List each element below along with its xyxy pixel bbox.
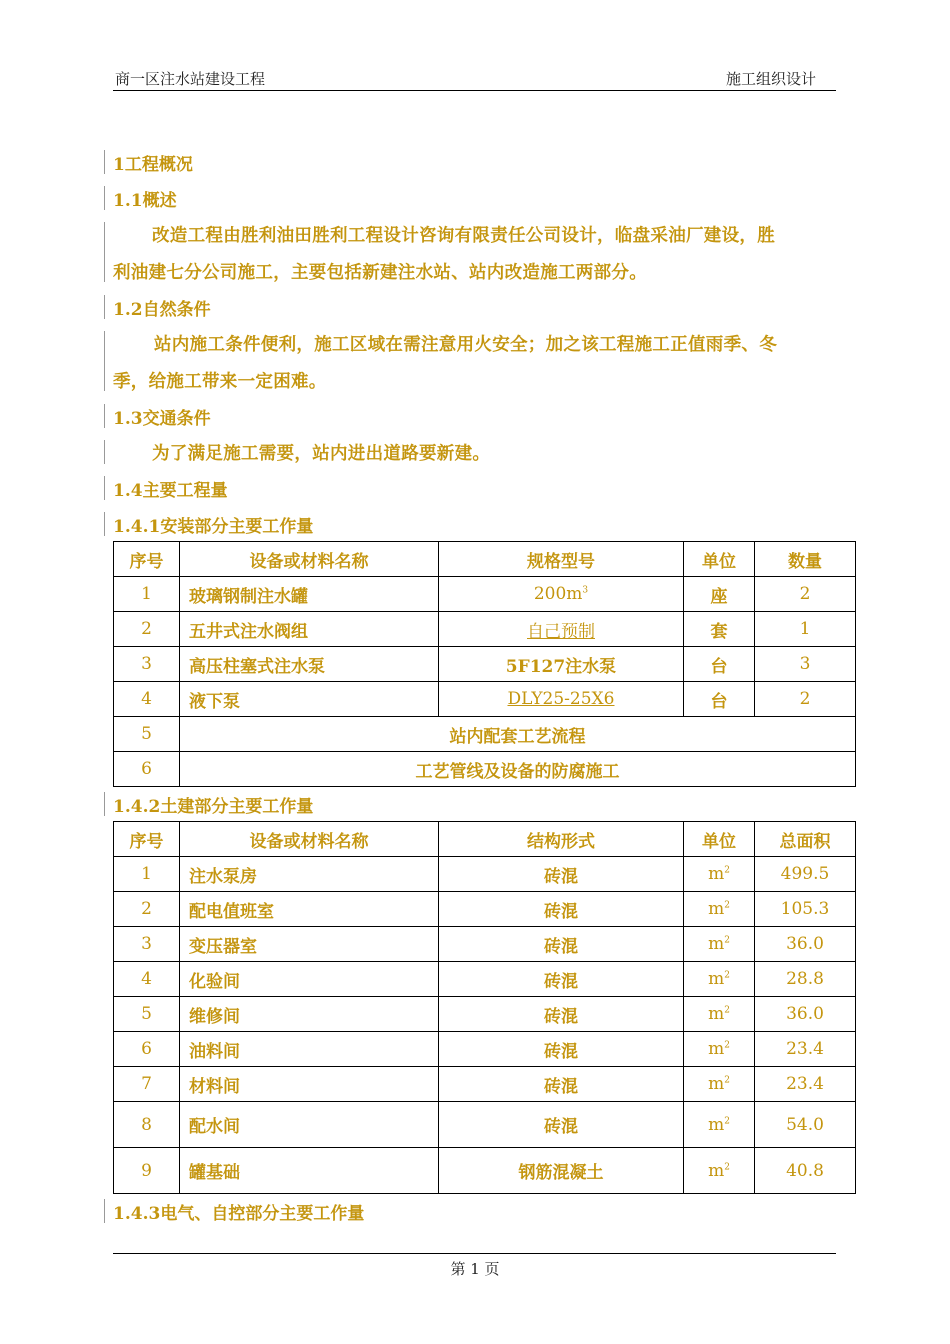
item-unit: 座 <box>684 577 755 612</box>
revision-mark <box>104 512 105 536</box>
civil-workload-table <box>113 821 856 1194</box>
row-number: 4 <box>114 682 180 717</box>
table-row <box>114 997 856 1032</box>
merged-item: 工艺管线及设备的防腐施工 <box>180 752 856 787</box>
row-number: 2 <box>114 892 180 927</box>
total-area: 54.0 <box>755 1102 856 1148</box>
row-number: 9 <box>114 1148 180 1194</box>
header-cell: 序号 <box>114 822 180 857</box>
unit-superscript: 2 <box>724 1040 730 1051</box>
merged-item: 站内配套工艺流程 <box>180 717 856 752</box>
unit-base: m <box>708 1114 725 1135</box>
structure-type: 钢筋混凝土 <box>439 1148 684 1194</box>
area-unit <box>684 927 755 962</box>
unit-superscript: 2 <box>724 865 730 876</box>
row-number: 1 <box>114 857 180 892</box>
table-row <box>114 892 856 927</box>
unit-superscript: 2 <box>724 970 730 981</box>
section-1-3-heading: 1.3交通条件 <box>113 409 211 429</box>
table-header-row <box>114 542 856 577</box>
structure-type: 砖混 <box>439 892 684 927</box>
row-number: 5 <box>114 717 180 752</box>
total-area: 23.4 <box>755 1067 856 1102</box>
structure-type: 砖混 <box>439 1102 684 1148</box>
building-name: 油料间 <box>180 1032 439 1067</box>
conditions-paragraph-line-2: 季，给施工带来一定困难。 <box>113 372 327 392</box>
item-quantity: 2 <box>755 682 856 717</box>
unit-superscript: 2 <box>724 900 730 911</box>
row-number: 3 <box>114 927 180 962</box>
structure-type: 砖混 <box>439 1032 684 1067</box>
revision-mark <box>104 792 105 816</box>
area-unit <box>684 892 755 927</box>
building-name: 罐基础 <box>180 1148 439 1194</box>
table-row <box>114 927 856 962</box>
section-1-heading: 1工程概况 <box>113 155 193 175</box>
row-number: 8 <box>114 1102 180 1148</box>
revision-mark <box>104 440 105 464</box>
header-cell: 数量 <box>755 542 856 577</box>
spec-superscript: 3 <box>582 585 589 596</box>
revision-mark <box>104 295 105 319</box>
conditions-paragraph-line-1: 站内施工条件便利，施工区域在需注意用火安全；加之该工程施工正值雨季、冬 <box>154 335 777 355</box>
unit-base: m <box>708 899 725 919</box>
area-unit <box>684 962 755 997</box>
item-quantity: 2 <box>755 577 856 612</box>
item-spec <box>439 577 684 612</box>
item-spec-link[interactable]: 自己预制 <box>439 612 684 647</box>
building-name: 变压器室 <box>180 927 439 962</box>
item-name: 液下泵 <box>180 682 439 717</box>
total-area: 36.0 <box>755 927 856 962</box>
unit-superscript: 2 <box>724 1115 730 1126</box>
section-1-1-heading: 1.1概述 <box>113 191 177 211</box>
item-name: 五井式注水阀组 <box>180 612 439 647</box>
revision-mark <box>104 186 105 210</box>
table-row <box>114 857 856 892</box>
revision-mark <box>104 1199 105 1223</box>
area-unit <box>684 1032 755 1067</box>
section-1-4-heading: 1.4主要工程量 <box>113 481 228 501</box>
unit-base: m <box>708 1160 725 1181</box>
revision-mark <box>104 476 105 500</box>
total-area: 105.3 <box>755 892 856 927</box>
total-area: 23.4 <box>755 1032 856 1067</box>
item-unit: 台 <box>684 647 755 682</box>
unit-superscript: 2 <box>724 1161 730 1172</box>
row-number: 3 <box>114 647 180 682</box>
item-spec: 5F127注水泵 <box>439 647 684 682</box>
table-row <box>114 1148 856 1194</box>
header-cell: 设备或材料名称 <box>180 822 439 857</box>
installation-workload-table <box>113 541 856 787</box>
row-number: 6 <box>114 752 180 787</box>
table-row <box>114 682 856 717</box>
page-number: 第 1 页 <box>450 1260 500 1278</box>
total-area: 28.8 <box>755 962 856 997</box>
row-number: 2 <box>114 612 180 647</box>
traffic-paragraph: 为了满足施工需要，站内进出道路要新建。 <box>152 444 491 464</box>
row-number: 6 <box>114 1032 180 1067</box>
area-unit <box>684 1067 755 1102</box>
table-row <box>114 962 856 997</box>
row-number: 1 <box>114 577 180 612</box>
building-name: 注水泵房 <box>180 857 439 892</box>
table-row <box>114 1102 856 1148</box>
item-quantity: 3 <box>755 647 856 682</box>
section-1-4-1-heading: 1.4.1安装部分主要工作量 <box>113 517 314 537</box>
unit-base: m <box>708 1004 725 1024</box>
header-cell: 设备或材料名称 <box>180 542 439 577</box>
structure-type: 砖混 <box>439 1067 684 1102</box>
revision-mark <box>104 404 105 428</box>
revision-mark <box>104 331 105 391</box>
unit-superscript: 2 <box>724 1005 730 1016</box>
structure-type: 砖混 <box>439 962 684 997</box>
building-name: 化验间 <box>180 962 439 997</box>
item-name: 高压柱塞式注水泵 <box>180 647 439 682</box>
table-row <box>114 1032 856 1067</box>
building-name: 配电值班室 <box>180 892 439 927</box>
unit-base: m <box>708 969 725 989</box>
item-quantity: 1 <box>755 612 856 647</box>
structure-type: 砖混 <box>439 857 684 892</box>
overview-paragraph-line-2: 利油建七分公司施工，主要包括新建注水站、站内改造施工两部分。 <box>113 263 647 283</box>
area-unit <box>684 1148 755 1194</box>
unit-base: m <box>708 1074 725 1094</box>
building-name: 维修间 <box>180 997 439 1032</box>
revision-mark <box>104 222 105 282</box>
total-area: 499.5 <box>755 857 856 892</box>
header-doc-type: 施工组织设计 <box>725 70 816 88</box>
unit-superscript: 2 <box>724 935 730 946</box>
spec-value: 200m <box>533 584 583 604</box>
unit-base: m <box>708 934 725 954</box>
unit-base: m <box>708 1039 725 1059</box>
table-row <box>114 752 856 787</box>
item-unit: 台 <box>684 682 755 717</box>
overview-paragraph-line-1: 改造工程由胜利油田胜利工程设计咨询有限责任公司设计，临盘采油厂建设，胜 <box>152 226 775 246</box>
building-name: 配水间 <box>180 1102 439 1148</box>
item-name: 玻璃钢制注水罐 <box>180 577 439 612</box>
area-unit <box>684 1102 755 1148</box>
row-number: 7 <box>114 1067 180 1102</box>
structure-type: 砖混 <box>439 927 684 962</box>
section-1-4-3-heading: 1.4.3电气、自控部分主要工作量 <box>113 1204 365 1224</box>
row-number: 4 <box>114 962 180 997</box>
table-row <box>114 647 856 682</box>
building-name: 材料间 <box>180 1067 439 1102</box>
header-cell: 单位 <box>684 542 755 577</box>
unit-superscript: 2 <box>724 1075 730 1086</box>
header-cell: 单位 <box>684 822 755 857</box>
header-cell: 规格型号 <box>439 542 684 577</box>
table-row <box>114 577 856 612</box>
total-area: 40.8 <box>755 1148 856 1194</box>
structure-type: 砖混 <box>439 997 684 1032</box>
section-1-2-heading: 1.2自然条件 <box>113 300 211 320</box>
header-project-title: 商一区注水站建设工程 <box>115 70 266 88</box>
area-unit <box>684 857 755 892</box>
item-spec-link[interactable]: DLY25-25X6 <box>439 682 684 717</box>
row-number: 5 <box>114 997 180 1032</box>
unit-base: m <box>708 864 725 884</box>
header-cell: 总面积 <box>755 822 856 857</box>
total-area: 36.0 <box>755 997 856 1032</box>
table-row <box>114 717 856 752</box>
header-cell: 结构形式 <box>439 822 684 857</box>
table-row <box>114 1067 856 1102</box>
revision-mark <box>104 150 105 174</box>
header-cell: 序号 <box>114 542 180 577</box>
page-header <box>113 66 836 91</box>
table-header-row <box>114 822 856 857</box>
table-row <box>114 612 856 647</box>
item-unit: 套 <box>684 612 755 647</box>
area-unit <box>684 997 755 1032</box>
footer-divider <box>113 1253 836 1254</box>
section-1-4-2-heading: 1.4.2土建部分主要工作量 <box>113 797 314 817</box>
